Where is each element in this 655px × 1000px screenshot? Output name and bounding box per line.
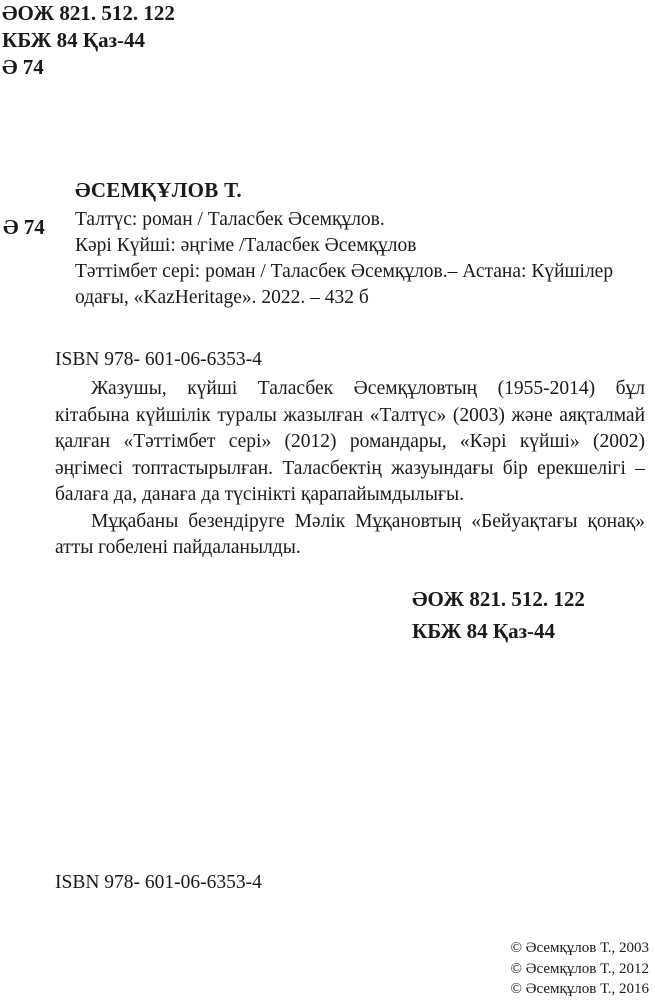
annotation-paragraph: Жазушы, күйші Таласбек Әсемқұловтың (1955-2014) бұл кітабына күйшілік туралы жазылған «Талтүс» (2003) және аяқталмай қалған «Тәттімбет сері» (2012) романдары, «Кәрі күйші» (2002) әңгімесі топтастырылған. Таласбектің жазуындағы бір ерекшелігі – балаға да, данаға да түсінікті қарапайымдылығы. bbox=[55, 378, 645, 505]
biblio-line: Кәрі Күйші: әңгіме /Таласбек Әсемқұлов bbox=[75, 235, 417, 256]
biblio-line: Тәттімбет сері: роман / Таласбек Әсемқұлов.– Астана: Күйшілер bbox=[75, 261, 614, 282]
bottom-catalog-codes bbox=[412, 583, 585, 647]
annotation-paragraph: Мұқабаны безендіруге Мәлік Мұқановтың «Бейуақтағы қонақ» атты гобелені пайдаланылды. bbox=[55, 510, 645, 558]
biblio-line: одағы, «KazHeritage». 2022. – 432 б bbox=[75, 287, 369, 308]
author-mark-top: Ә 74 bbox=[2, 55, 44, 79]
copyright-line: © Әсемқұлов Т., 2012 bbox=[510, 960, 649, 977]
isbn-second: ISBN 978- 601-06-6353-4 bbox=[55, 872, 262, 893]
udc-code-bottom: ӘОЖ 821. 512. 122 bbox=[412, 587, 585, 611]
isbn-first: ISBN 978- 601-06-6353-4 bbox=[55, 349, 262, 370]
author-heading: ӘСЕМҚҰЛОВ Т. bbox=[75, 178, 242, 202]
annotation bbox=[55, 376, 645, 562]
lbc-code-top: КБЖ 84 Қаз-44 bbox=[2, 28, 146, 52]
copyright-line: © Әсемқұлов Т., 2016 bbox=[510, 981, 649, 997]
udc-code-top: ӘОЖ 821. 512. 122 bbox=[2, 1, 175, 25]
top-catalog-codes bbox=[2, 0, 175, 81]
biblio-line: Талтүс: роман / Таласбек Әсемқұлов. bbox=[75, 209, 385, 230]
copyright-line: © Әсемқұлов Т., 2003 bbox=[510, 940, 649, 956]
author-mark-side: Ә 74 bbox=[3, 215, 45, 239]
lbc-code-bottom: КБЖ 84 Қаз-44 bbox=[412, 619, 556, 643]
copyright-block bbox=[511, 938, 650, 1000]
bibliographic-description bbox=[75, 207, 650, 311]
